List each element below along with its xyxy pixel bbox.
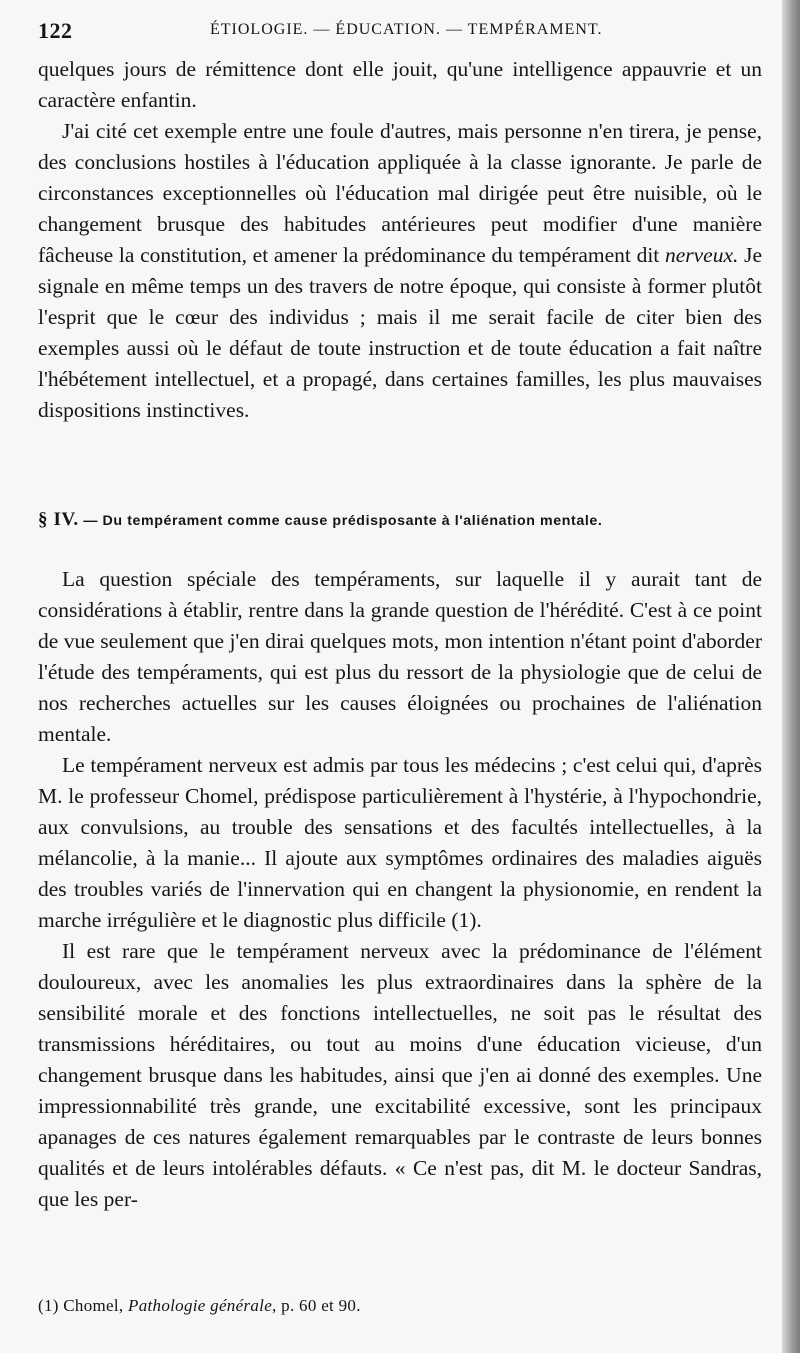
running-head: ÉTIOLOGIE. — ÉDUCATION. — TEMPÉRAMENT.	[210, 21, 603, 38]
footnote-marker: (1) Chomel,	[38, 1296, 129, 1315]
paragraph-text-cont: Je signale en même temps un des travers de notre époque, qui consiste à former plutôt l'esprit que le cœur des individus ; mais il me serait facile de citer bien des exemples aussi où le défaut de toute instruction et de toute éducation a fait naître l'hébétement intellectuel, et a propagé, dans certaines familles, les plus mauvaises dispositions instinctives.	[38, 243, 762, 422]
section-heading	[38, 509, 762, 531]
footnote	[38, 1296, 762, 1316]
page-header	[38, 18, 762, 46]
paragraph-rare: Il est rare que le tempérament nerveux avec la prédominance de l'élément douloureux, avec les anomalies les plus extraordinaires dans la sphère de la sensibilité morale et des fonctions intellectuelles, ne soit pas le résultat des transmissions héréditaires, ou tout au moins d'une éducation vicieuse, d'un changement brusque dans les habitudes, ainsi que j'en ai donné des exemples. Une impressionnabilité très grande, une excitabilité excessive, sont les principaux apanages de ces natures également remarquables par le contraste de leurs bonnes qualités et de leurs intolérables défauts. « Ce n'est pas, dit M. le docteur Sandras, que les per-	[38, 939, 762, 1211]
footnote-pages: , p. 60 et 90.	[272, 1296, 361, 1315]
paragraph-text: J'ai cité cet exemple entre une foule d'autres, mais personne n'en tirera, je pense, des conclusions hostiles à l'éducation appliquée à la classe ignorante. Je parle de circonstances exceptionnelles où l'éducation mal dirigée peut être nuisible, où le changement brusque des habitudes antérieures peut modifier d'une manière fâcheuse la constitution, et amener la prédominance du tempérament dit	[38, 119, 762, 267]
section-mark: § IV.	[38, 509, 79, 530]
section-dash: —	[78, 513, 103, 529]
paragraph-exemple	[38, 116, 762, 426]
paragraph-temperament: Le tempérament nerveux est admis par tous les médecins ; c'est celui qui, d'après M. le professeur Chomel, prédispose particulièrement à l'hystérie, à l'hypochondrie, aux convulsions, au trouble des sensations et des facultés intellectuelles, à la mélancolie, à la manie... Il ajoute aux symptômes ordinaires des maladies aiguës des troubles variés de l'innervation qui en changent la physionomie, en rendent la marche irrégulière et le diagnostic plus difficile (1).	[38, 753, 762, 932]
emphasis-nerveux: nerveux.	[664, 243, 739, 267]
page-number: 122	[38, 18, 73, 43]
section-title: Du tempérament comme cause prédisposante à l'aliénation mentale.	[102, 513, 603, 529]
body-text-top	[38, 54, 762, 426]
page-edge-shadow	[782, 0, 800, 1353]
paragraph-continuation: quelques jours de rémittence dont elle jouit, qu'une intelligence appauvrie et un caractère enfantin.	[38, 57, 762, 112]
paragraph-question: La question spéciale des tempéraments, sur laquelle il y aurait tant de considérations à établir, rentre dans la grande question de l'hérédité. C'est à ce point de vue seulement que j'en dirai quelques mots, mon intention n'étant point d'aborder l'étude des tempéraments, qui est plus du ressort de la physiologie que de celui de nos recherches actuelles sur les causes éloignées ou prochaines de l'aliénation mentale.	[38, 567, 762, 746]
footnote-book-title: Pathologie générale	[128, 1296, 273, 1315]
body-text-bottom	[38, 564, 762, 1215]
